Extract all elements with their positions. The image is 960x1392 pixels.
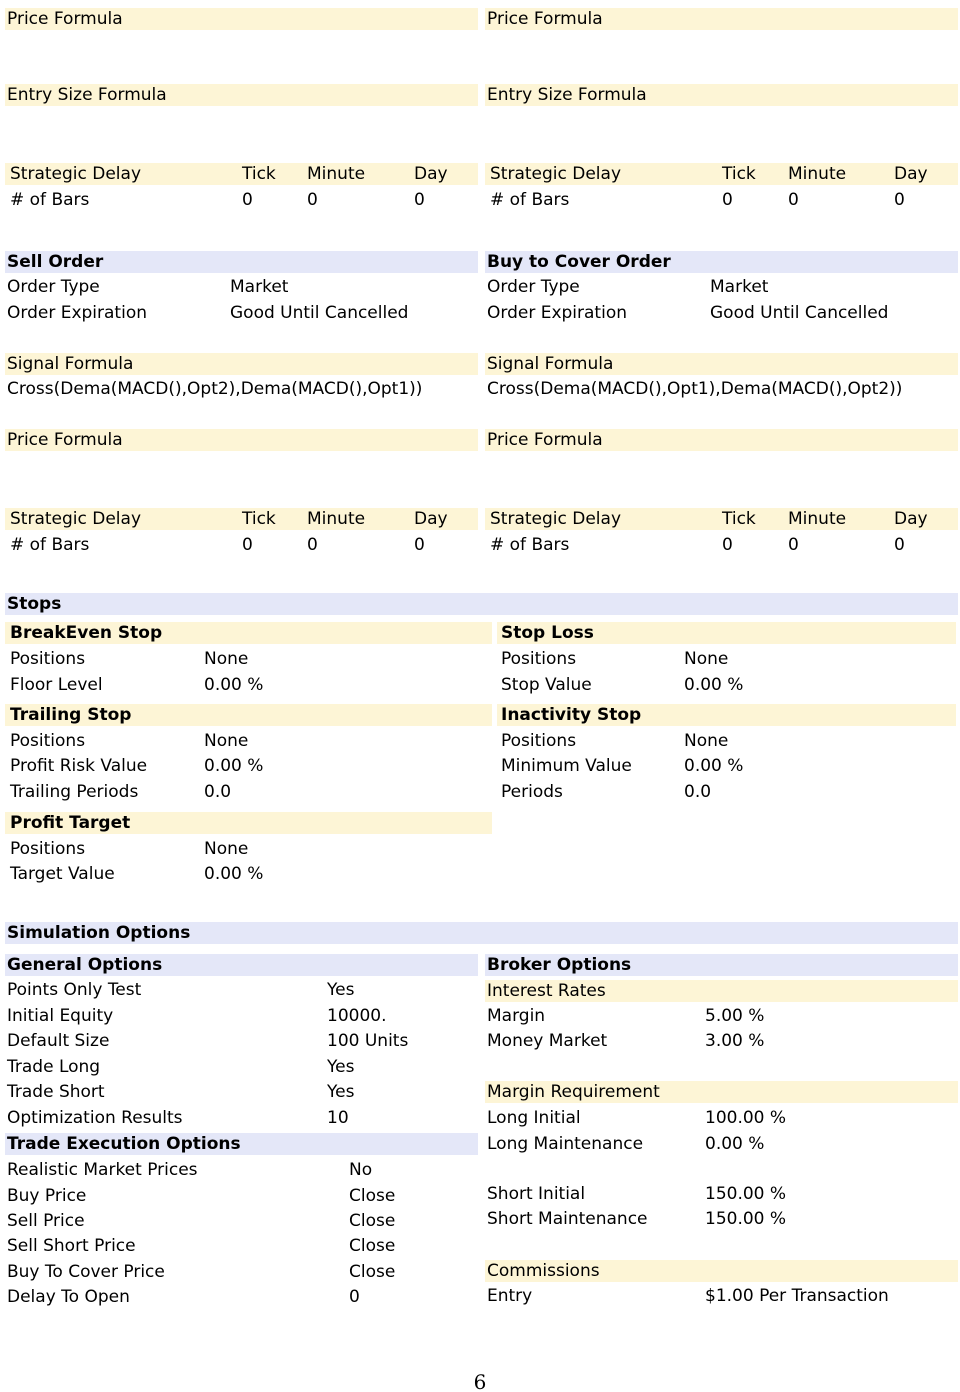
option-value: 10: [327, 1108, 349, 1128]
trade-execution-options-header: Trade Execution Options: [5, 1133, 478, 1155]
interest-rates-header: Interest Rates: [485, 980, 958, 1002]
stop-loss-positions-row: Positions None: [501, 649, 729, 669]
option-label: Buy Price: [7, 1186, 87, 1206]
option-value: 3.00 %: [705, 1031, 765, 1051]
sell-signal-formula-value: Cross(Dema(MACD(),Opt2),Dema(MACD(),Opt1)): [7, 379, 423, 399]
profit-target-value-row: Target Value 0.00 %: [10, 864, 264, 884]
option-row: [485, 1133, 958, 1155]
btc-strategic-delay-header: Strategic Delay Tick Minute Day: [485, 508, 958, 530]
inactivity-periods-row: Periods 0.0: [501, 782, 712, 802]
btc-signal-formula-value: Cross(Dema(MACD(),Opt1),Dema(MACD(),Opt2)): [487, 379, 903, 399]
option-value: 100.00 %: [705, 1108, 787, 1128]
inactivity-min-row: Minimum Value 0.00 %: [501, 756, 744, 776]
entry-size-formula-header-left: Entry Size Formula: [5, 84, 478, 106]
entry-size-formula-header-right: Entry Size Formula: [485, 84, 958, 106]
sell-signal-formula-header: Signal Formula: [5, 353, 478, 375]
option-label: Default Size: [7, 1031, 110, 1051]
profit-target-positions-row: Positions None: [10, 839, 249, 859]
btc-bars-row: # of Bars 0 0 0: [490, 535, 905, 555]
margin-requirement-header: Margin Requirement: [485, 1081, 958, 1103]
trailing-risk-row: Profit Risk Value 0.00 %: [10, 756, 264, 776]
bars-row-left: # of Bars 0 0 0: [10, 190, 425, 210]
option-label: Long Maintenance: [487, 1134, 644, 1154]
option-label: Buy To Cover Price: [7, 1262, 165, 1282]
option-label: Points Only Test: [7, 980, 142, 1000]
breakeven-positions-row: Positions None: [10, 649, 249, 669]
option-row: [485, 1005, 958, 1027]
option-row: [485, 1030, 958, 1052]
option-value: 150.00 %: [705, 1209, 787, 1229]
price-formula-header-left: Price Formula: [5, 8, 478, 30]
option-row: [485, 1285, 958, 1307]
option-row: [5, 1210, 478, 1232]
option-label: Sell Price: [7, 1211, 85, 1231]
option-row: [485, 1208, 958, 1230]
option-label: Optimization Results: [7, 1108, 183, 1128]
stops-header: Stops: [5, 593, 958, 615]
option-value: Yes: [327, 1082, 355, 1102]
breakeven-floor-row: Floor Level 0.00 %: [10, 675, 264, 695]
inactivity-positions-row: Positions None: [501, 731, 729, 751]
simulation-options-header: Simulation Options: [5, 922, 958, 944]
option-row: [5, 1235, 478, 1257]
option-value: Close: [349, 1211, 396, 1231]
commissions-header: Commissions: [485, 1260, 958, 1282]
option-label: Money Market: [487, 1031, 608, 1051]
option-label: Long Initial: [487, 1108, 581, 1128]
buy-to-cover-order-header: Buy to Cover Order: [485, 251, 958, 273]
option-row: [5, 1159, 478, 1181]
sell-order-type-row: Order Type Market: [7, 277, 289, 297]
option-label: Realistic Market Prices: [7, 1160, 198, 1180]
option-value: 100 Units: [327, 1031, 409, 1051]
option-row: [5, 1185, 478, 1207]
option-label: Entry: [487, 1286, 533, 1306]
strategic-delay-header-left: Strategic Delay Tick Minute Day: [5, 163, 478, 185]
option-row: [5, 1005, 478, 1027]
option-value: 150.00 %: [705, 1184, 787, 1204]
sell-order-expiration-row: Order Expiration Good Until Cancelled: [7, 303, 409, 323]
option-label: Short Initial: [487, 1184, 586, 1204]
strategic-delay-header-right: Strategic Delay Tick Minute Day: [485, 163, 958, 185]
inactivity-stop-header: Inactivity Stop: [497, 704, 956, 726]
option-row: [5, 1107, 478, 1129]
option-value: Yes: [327, 980, 355, 1000]
stop-loss-value-row: Stop Value 0.00 %: [501, 675, 744, 695]
option-label: Trade Long: [7, 1057, 101, 1077]
option-row: [5, 1261, 478, 1283]
sell-order-header: Sell Order: [5, 251, 478, 273]
btc-price-formula-header: Price Formula: [485, 429, 958, 451]
option-row: [5, 1056, 478, 1078]
btc-signal-formula-header: Signal Formula: [485, 353, 958, 375]
option-value: 5.00 %: [705, 1006, 765, 1026]
option-row: [5, 1030, 478, 1052]
option-value: 0.00 %: [705, 1134, 765, 1154]
btc-order-expiration-row: Order Expiration Good Until Cancelled: [487, 303, 889, 323]
option-label: Trade Short: [7, 1082, 105, 1102]
option-label: Initial Equity: [7, 1006, 114, 1026]
sell-bars-row: # of Bars 0 0 0: [10, 535, 425, 555]
option-value: 0: [349, 1287, 360, 1307]
option-row: [5, 1081, 478, 1103]
profit-target-header: Profit Target: [5, 812, 492, 834]
trailing-stop-header: Trailing Stop: [5, 704, 492, 726]
sell-price-formula-header: Price Formula: [5, 429, 478, 451]
broker-options-header: Broker Options: [485, 954, 958, 976]
stop-loss-header: Stop Loss: [497, 622, 956, 644]
sell-strategic-delay-header: Strategic Delay Tick Minute Day: [5, 508, 478, 530]
option-label: Delay To Open: [7, 1287, 130, 1307]
option-row: [5, 1286, 478, 1308]
option-value: Close: [349, 1262, 396, 1282]
option-label: Short Maintenance: [487, 1209, 648, 1229]
option-label: Sell Short Price: [7, 1236, 136, 1256]
option-value: No: [349, 1160, 373, 1180]
price-formula-header-right: Price Formula: [485, 8, 958, 30]
option-row: [5, 979, 478, 1001]
option-label: Margin: [487, 1006, 546, 1026]
bars-row-right: # of Bars 0 0 0: [490, 190, 905, 210]
option-value: Yes: [327, 1057, 355, 1077]
trailing-periods-row: Trailing Periods 0.0: [10, 782, 232, 802]
breakeven-stop-header: BreakEven Stop: [5, 622, 492, 644]
option-value: Close: [349, 1236, 396, 1256]
btc-order-type-row: Order Type Market: [487, 277, 769, 297]
option-row: [485, 1107, 958, 1129]
option-value: 10000.: [327, 1006, 387, 1026]
page-number: 6: [473, 1370, 487, 1392]
trailing-positions-row: Positions None: [10, 731, 249, 751]
general-options-header: General Options: [5, 954, 478, 976]
option-value: $1.00 Per Transaction: [705, 1286, 889, 1306]
option-value: Close: [349, 1186, 396, 1206]
option-row: [485, 1183, 958, 1205]
